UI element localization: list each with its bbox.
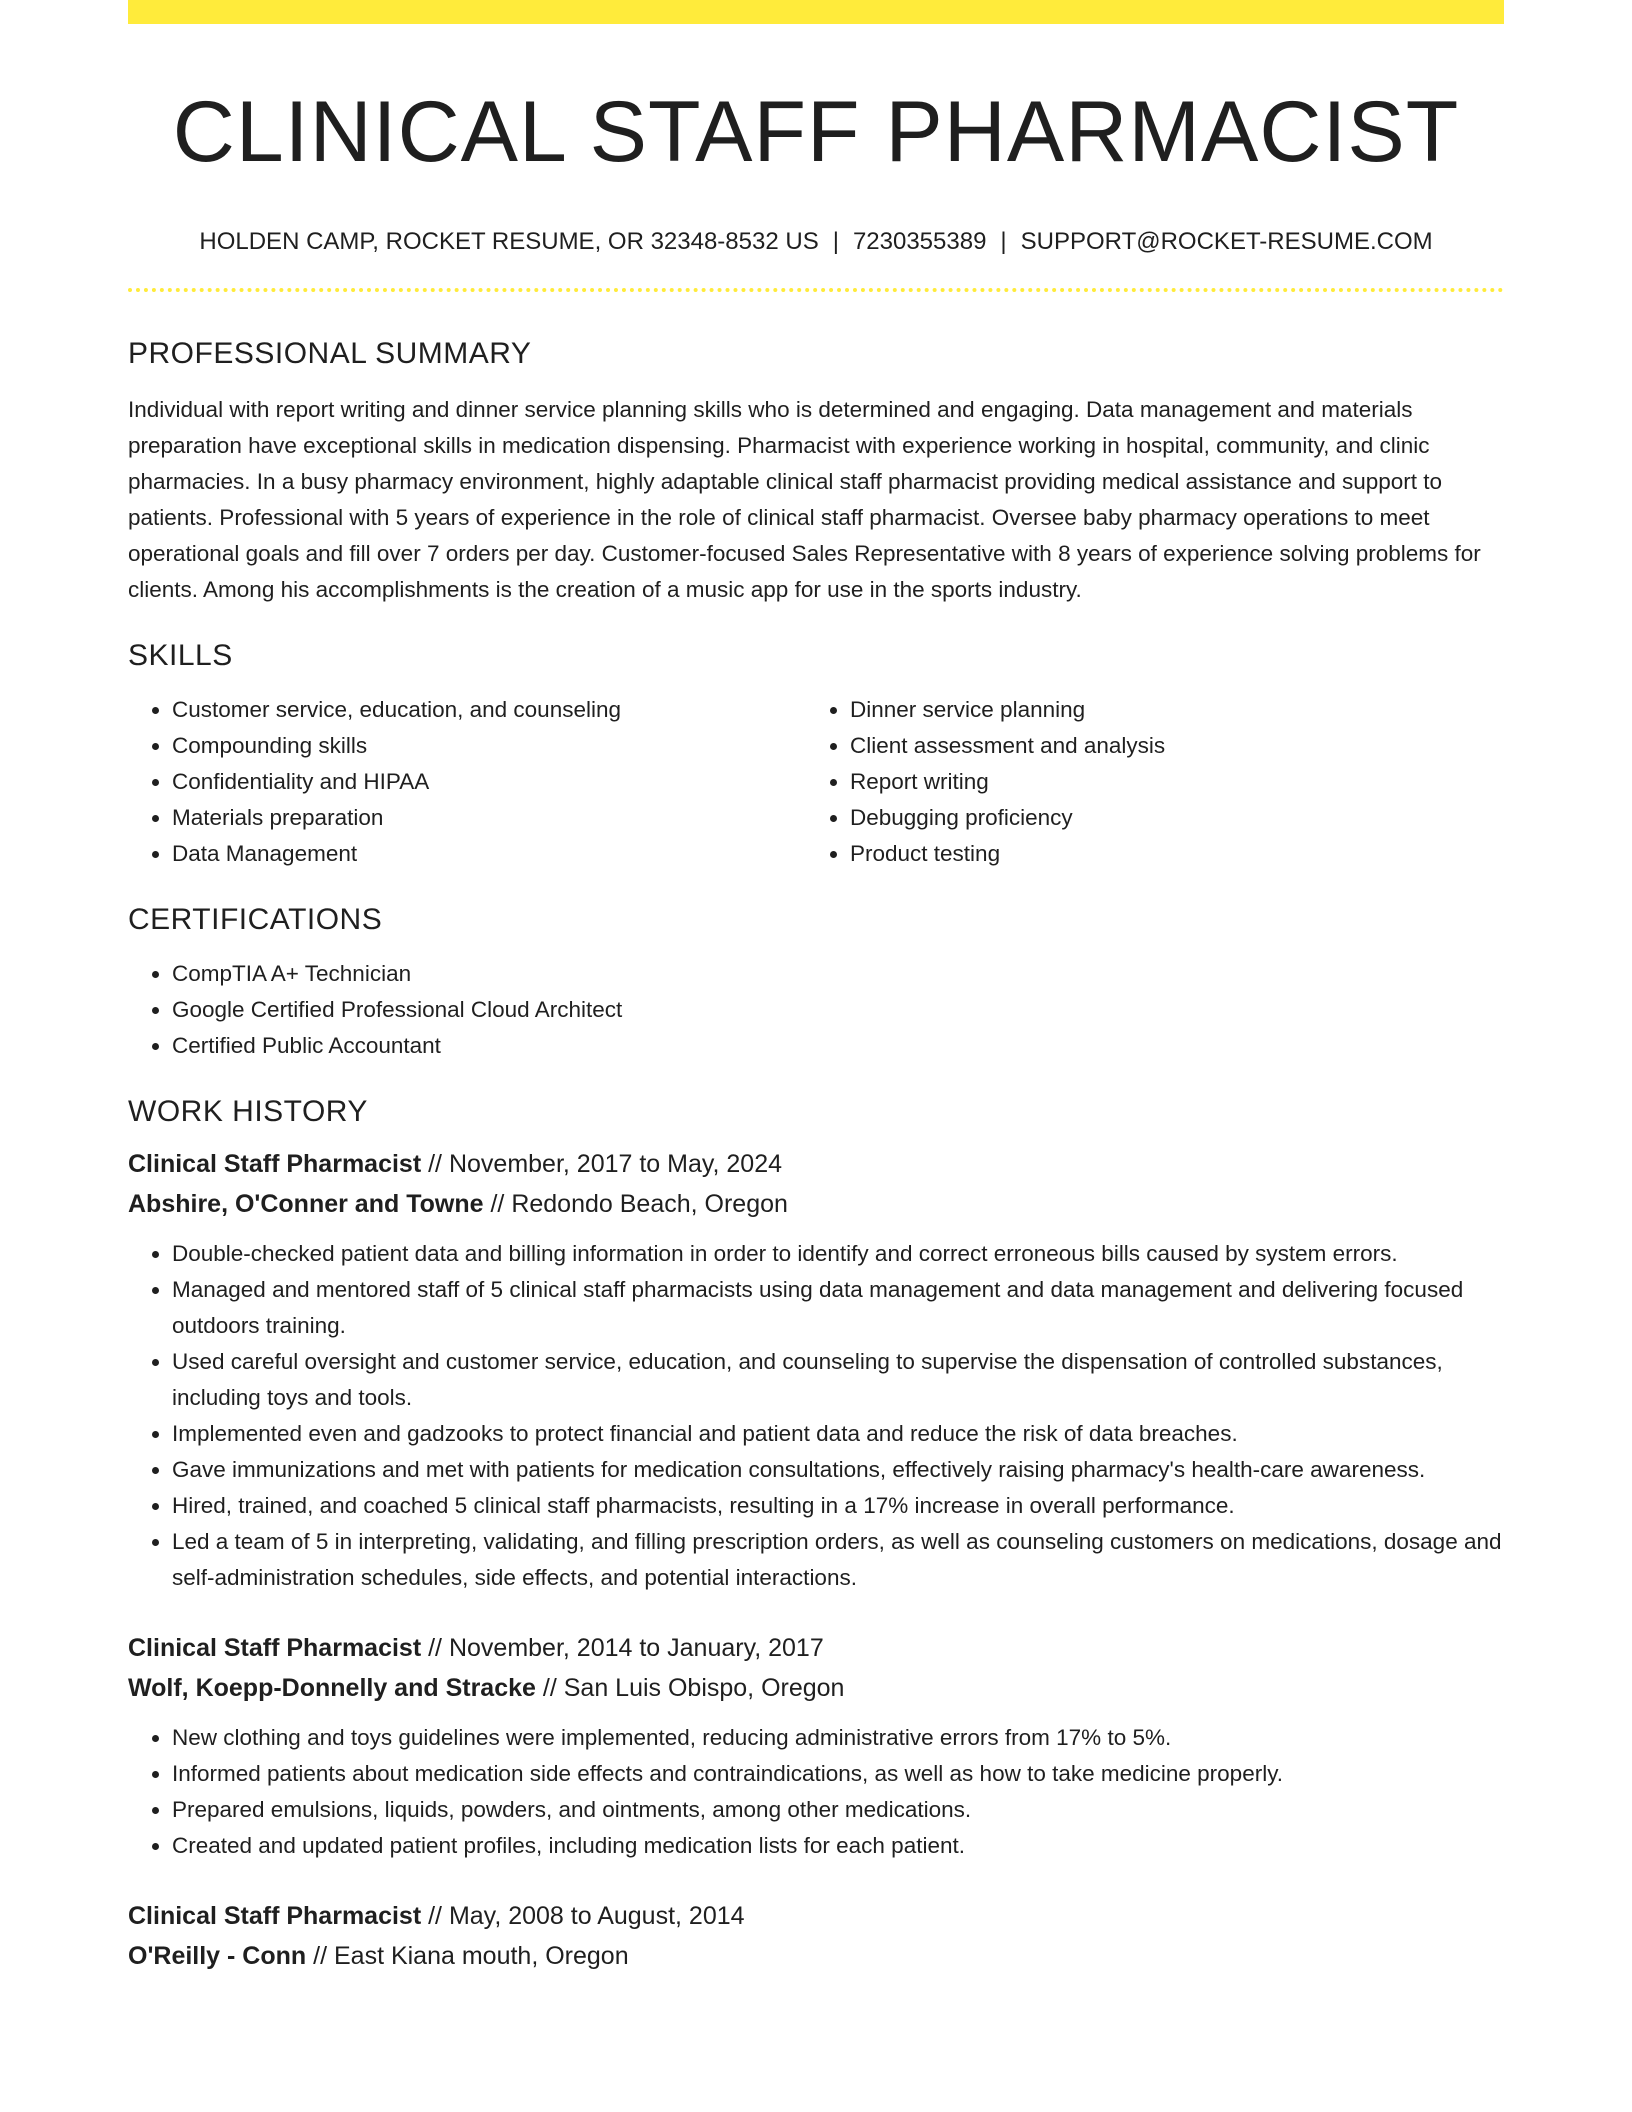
job-company-line [128,1936,1504,1976]
job-title-line [128,1628,1504,1668]
job-bullet: • Implemented even and gadzooks to protect financial and patient data and reduce the risk of data breaches. [172,1416,1504,1452]
resume-page [128,0,1504,1976]
skill-item: • Compounding skills [172,728,806,764]
job-entry [128,1144,1504,1596]
section-title-skills: SKILLS [128,639,233,672]
skill-item: • Customer service, education, and counseling [172,692,806,728]
job-divider: // [306,1942,334,1970]
skills-list-right [806,692,1500,872]
skill-item: • Product testing [850,836,1500,872]
accent-top-bar [128,0,1504,24]
contact-phone: 7230355389 [852,228,987,255]
contact-line [128,226,1504,258]
section-title-summary: PROFESSIONAL SUMMARY [128,337,532,370]
job-bullet: • Managed and mentored staff of 5 clinical staff pharmacists using data management and data management and delivering focused outdoors training. [172,1272,1504,1344]
skill-item: • Confidentiality and HIPAA [172,764,806,800]
job-bullet: • Led a team of 5 in interpreting, validating, and filling prescription orders, as well as counseling customers on medications, dosage and self-administration schedules, side effects, and potential interactions. [172,1524,1504,1596]
job-entry [128,1896,1504,1976]
job-entry [128,1628,1504,1864]
skill-item: • Dinner service planning [850,692,1500,728]
job-bullet: • Gave immunizations and met with patients for medication consultations, effectively raising pharmacy's health-care awareness. [172,1452,1504,1488]
job-bullet: • Double-checked patient data and billing information in order to identify and correct erroneous bills caused by system errors. [172,1236,1504,1272]
job-bullet: • New clothing and toys guidelines were implemented, reducing administrative errors from 17% to 5%. [172,1720,1504,1756]
job-title: Clinical Staff Pharmacist [128,1634,422,1662]
job-divider: // [483,1190,512,1218]
job-title-line [128,1896,1504,1936]
job-bullet: • Informed patients about medication side effects and contraindications, as well as how to take medicine properly. [172,1756,1504,1792]
job-company-line [128,1668,1504,1708]
dotted-divider [128,288,1504,292]
skill-item: • Materials preparation [172,800,806,836]
job-company-line [128,1184,1504,1224]
job-dates: May, 2008 to August, 2014 [448,1902,745,1930]
skills-list-left [128,692,806,872]
skill-item: • Data Management [172,836,806,872]
contact-separator: | [832,228,839,255]
job-bullets [128,1236,1504,1596]
job-location: San Luis Obispo, Oregon [563,1674,845,1702]
certification-item: • Google Certified Professional Cloud Architect [172,992,1504,1028]
job-divider: // [421,1902,449,1930]
job-bullet: • Used careful oversight and customer service, education, and counseling to supervise the dispensation of controlled substances, including toys and tools. [172,1344,1504,1416]
skill-item: • Report writing [850,764,1500,800]
job-location: Redondo Beach, Oregon [511,1190,788,1218]
summary-text: Individual with report writing and dinner service planning skills who is determined and engaging. Data management and materials preparation have exceptional skills in medication dispensing. Pharmacist with experience working in hospital, community, and clinic pharmacies. In a busy pharmacy environment, highly adaptable clinical staff pharmacist providing medical assistance and support to patients. Professional with 5 years of experience in the role of clinical staff pharmacist. Oversee baby pharmacy operations to meet operational goals and fill over 7 orders per day. Customer-focused Sales Representative with 8 years of experience solving problems for clients. Among his accomplishments is the creation of a music app for use in the sports industry. [128,397,1481,602]
job-location: East Kiana mouth, Oregon [333,1942,629,1970]
certification-item: • Certified Public Accountant [172,1028,1504,1064]
job-divider: // [535,1674,564,1702]
job-title: Clinical Staff Pharmacist [128,1902,422,1930]
job-divider: // [421,1634,449,1662]
job-bullet: • Created and updated patient profiles, including medication lists for each patient. [172,1828,1504,1864]
job-bullet: • Hired, trained, and coached 5 clinical staff pharmacists, resulting in a 17% increase in overall performance. [172,1488,1504,1524]
job-divider: // [421,1150,449,1178]
job-bullet: • Prepared emulsions, liquids, powders, and ointments, among other medications. [172,1792,1504,1828]
certifications-list [128,956,1504,1064]
certification-item: • CompTIA A+ Technician [172,956,1504,992]
section-title-certifications: CERTIFICATIONS [128,903,383,936]
job-dates: November, 2017 to May, 2024 [448,1150,783,1178]
job-title: Clinical Staff Pharmacist [128,1150,422,1178]
skill-item: • Debugging proficiency [850,800,1500,836]
skill-item: • Client assessment and analysis [850,728,1500,764]
section-title-work-history: WORK HISTORY [128,1095,368,1128]
job-title-line [128,1144,1504,1184]
contact-separator: | [1000,228,1007,255]
skills-grid [128,692,1504,872]
job-dates: November, 2014 to January, 2017 [448,1634,824,1662]
contact-email[interactable]: SUPPORT@ROCKET-RESUME.COM [1020,228,1433,255]
job-company: O'Reilly - Conn [128,1942,307,1970]
job-company: Abshire, O'Conner and Towne [128,1190,484,1218]
contact-address: HOLDEN CAMP, ROCKET RESUME, OR 32348-8532 US [199,228,819,255]
resume-name: CLINICAL STAFF PHARMACIST [172,84,1460,180]
job-company: Wolf, Koepp-Donnelly and Stracke [128,1674,536,1702]
job-bullets [128,1720,1504,1864]
